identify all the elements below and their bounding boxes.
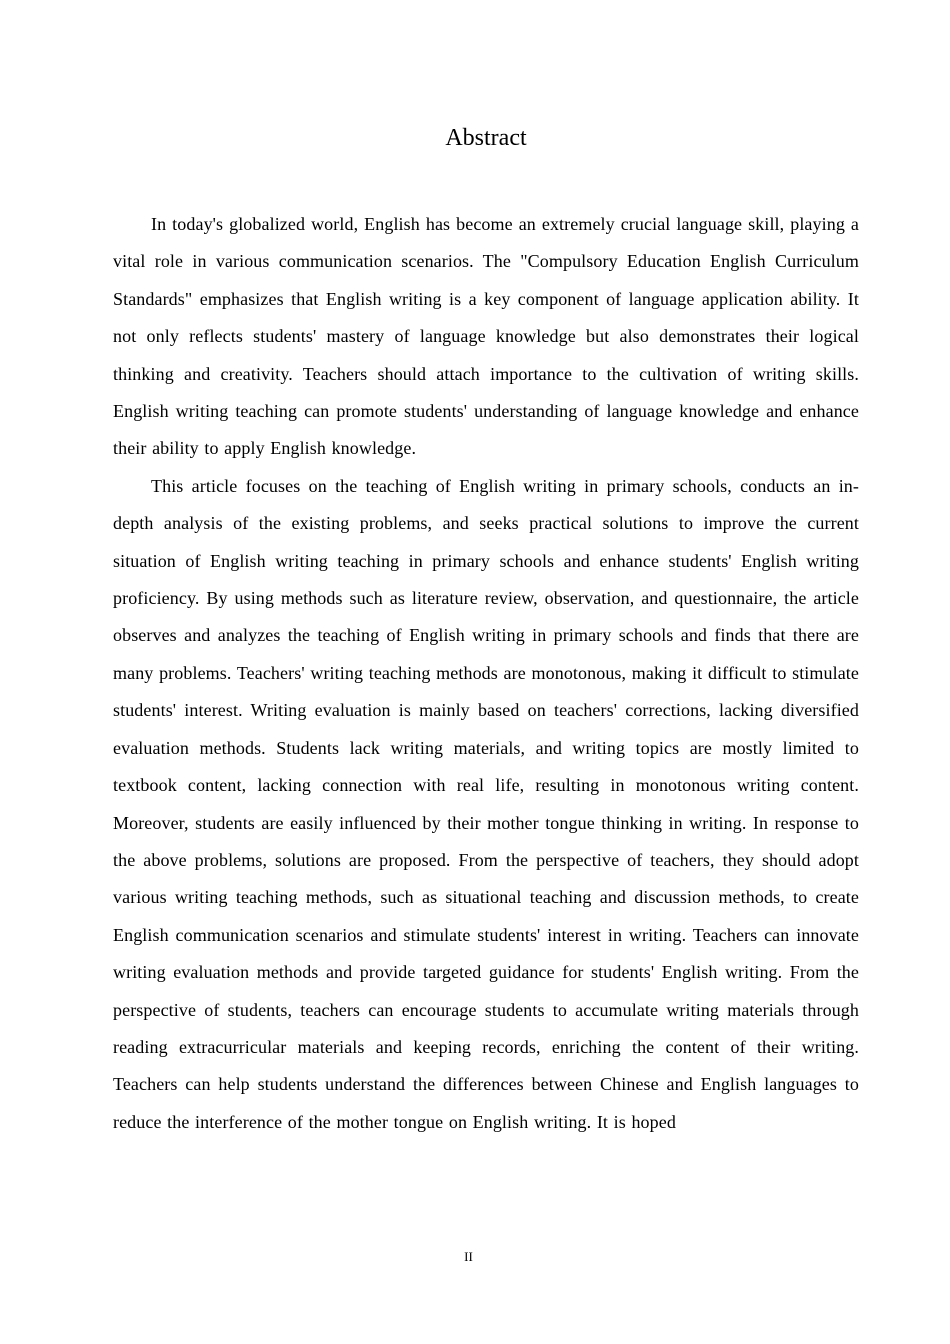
abstract-paragraph-2: This article focuses on the teaching of English writing in primary schools, conducts an in-depth analysis of the existing problems, and seeks practical solutions to improve the current situation of English writing teaching in primary schools and enhance students' English writing proficiency. By using methods such as literature review, observation, and questionnaire, the article observes and analyzes the teaching of English writing in primary schools and finds that there are many problems. Teachers' writing teaching methods are monotonous, making it difficult to stimulate students' interest. Writing evaluation is mainly based on teachers' corrections, lacking diversified evaluation methods. Students lack writing materials, and writing topics are mostly limited to textbook content, lacking connection with real life, resulting in monotonous writing content. Moreover, students are easily influenced by their mother tongue thinking in writing. In response to the above problems, solutions are proposed. From the perspective of teachers, they should adopt various writing teaching methods, such as situational teaching and discussion methods, to create English communication scenarios and stimulate students' interest in writing. Teachers can innovate writing evaluation methods and provide targeted guidance for students' English writing. From the perspective of students, teachers can encourage students to accumulate writing materials through reading extracurricular materials and keeping records, enriching the content of their writing. Teachers can help students understand the differences between Chinese and English languages to reduce the interference of the mother tongue on English writing. It is hoped xyxy=(113,475,859,1132)
page-number: II xyxy=(464,1249,473,1264)
abstract-paragraph-1: In today's globalized world, English has become an extremely crucial language skill, playing a vital role in various communication scenarios. The "Compulsory Education English Curriculum Standards" emphasizes that English writing is a key component of language application ability. It not only reflects students' mastery of language knowledge but also demonstrates their logical thinking and creativity. Teachers should attach importance to the cultivation of writing skills. English writing teaching can promote students' understanding of language knowledge and enhance their ability to apply English knowledge. xyxy=(113,214,859,459)
abstract-body xyxy=(113,206,859,1141)
page-title: Abstract xyxy=(445,125,527,151)
